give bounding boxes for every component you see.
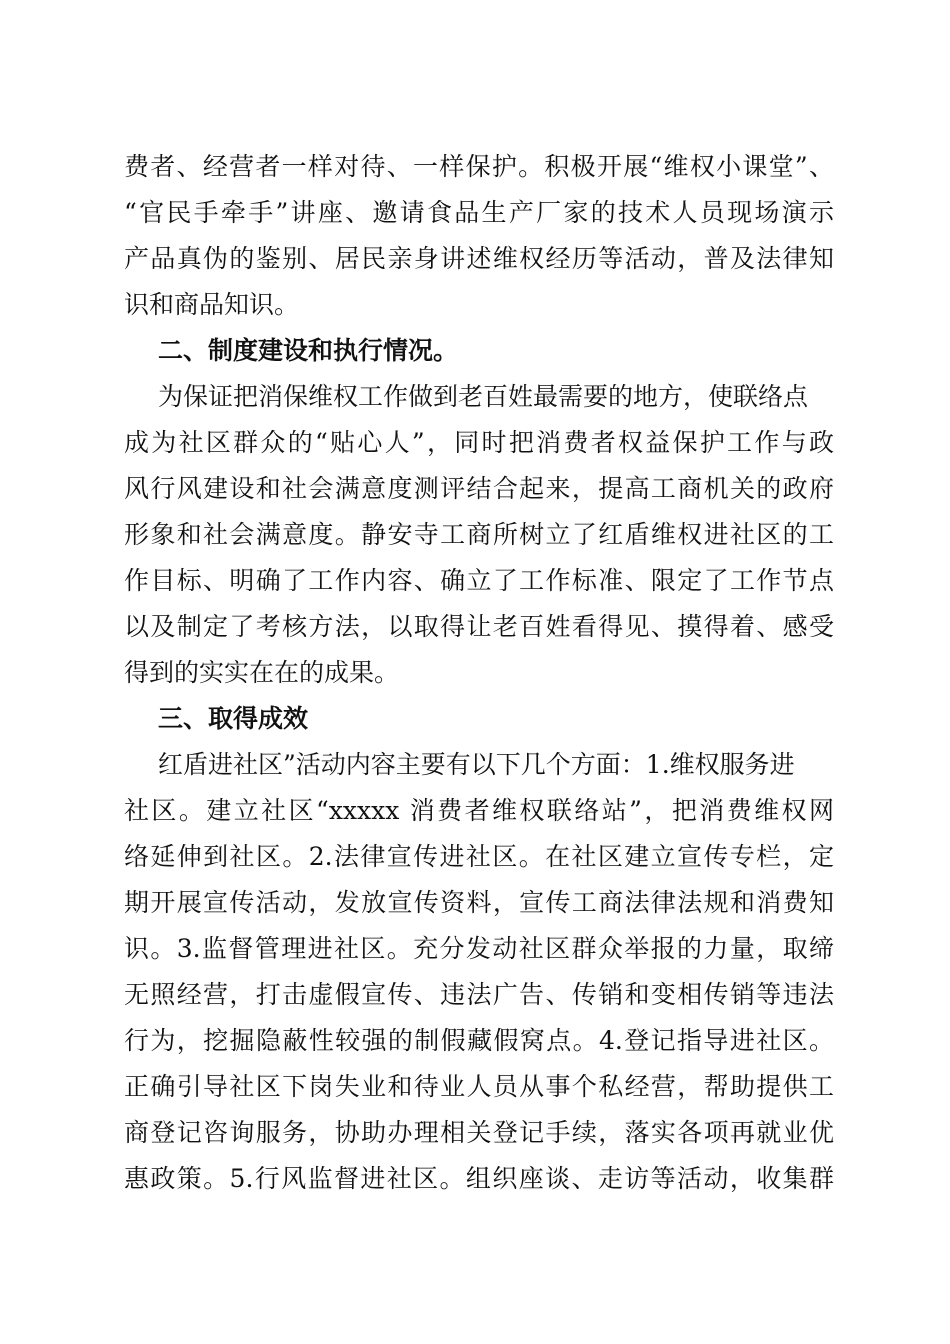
text-line: 惠政策。5.行风监督进社区。组织座谈、走访等活动，收集群 — [124, 1164, 834, 1193]
text-line: 红盾进社区”活动内容主要有以下几个方面：1.维权服务进 — [158, 750, 795, 779]
text-line: 得到的实实在在的成果。 — [124, 658, 400, 687]
text-line: 风行风建设和社会满意度测评结合起来，提高工商机关的政府 — [124, 474, 834, 503]
section-heading: 二、制度建设和执行情况。 — [158, 336, 459, 365]
text-line: “官民手牵手”讲座、邀请食品生产厂家的技术人员现场演示 — [124, 198, 834, 227]
text-line: 以及制定了考核方法，以取得让老百姓看得见、摸得着、感受 — [124, 612, 834, 641]
text-line: 行为，挖掘隐蔽性较强的制假藏假窝点。4.登记指导进社区。 — [124, 1026, 834, 1055]
text-line: 产品真伪的鉴别、居民亲身讲述维权经历等活动，普及法律知 — [124, 244, 834, 273]
text-line: 络延伸到社区。2.法律宣传进社区。在社区建立宣传专栏，定 — [124, 842, 834, 871]
text-line: 识。3.监督管理进社区。充分发动社区群众举报的力量，取缔 — [124, 934, 834, 963]
text-line: 作目标、明确了工作内容、确立了工作标准、限定了工作节点 — [124, 566, 834, 595]
text-line: 识和商品知识。 — [124, 290, 300, 319]
text-line: 期开展宣传活动，发放宣传资料，宣传工商法律法规和消费知 — [124, 888, 834, 917]
text-line: 为保证把消保维权工作做到老百姓最需要的地方，使联络点 — [158, 382, 809, 411]
section-heading: 三、取得成效 — [158, 704, 309, 733]
text-line: 无照经营，打击虚假宣传、违法广告、传销和变相传销等违法 — [124, 980, 834, 1009]
text-line: 正确引导社区下岗失业和待业人员从事个私经营，帮助提供工 — [124, 1072, 834, 1101]
text-line: 商登记咨询服务，协助办理相关登记手续，落实各项再就业优 — [124, 1118, 834, 1147]
text-line: 费者、经营者一样对待、一样保护。积极开展“维权小课堂”、 — [124, 152, 834, 181]
text-line: 社区。建立社区“xxxxx 消费者维权联络站”，把消费维权网 — [124, 796, 834, 825]
text-line: 形象和社会满意度。静安寺工商所树立了红盾维权进社区的工 — [124, 520, 834, 549]
text-line: 成为社区群众的“贴心人”，同时把消费者权益保护工作与政 — [124, 428, 834, 457]
